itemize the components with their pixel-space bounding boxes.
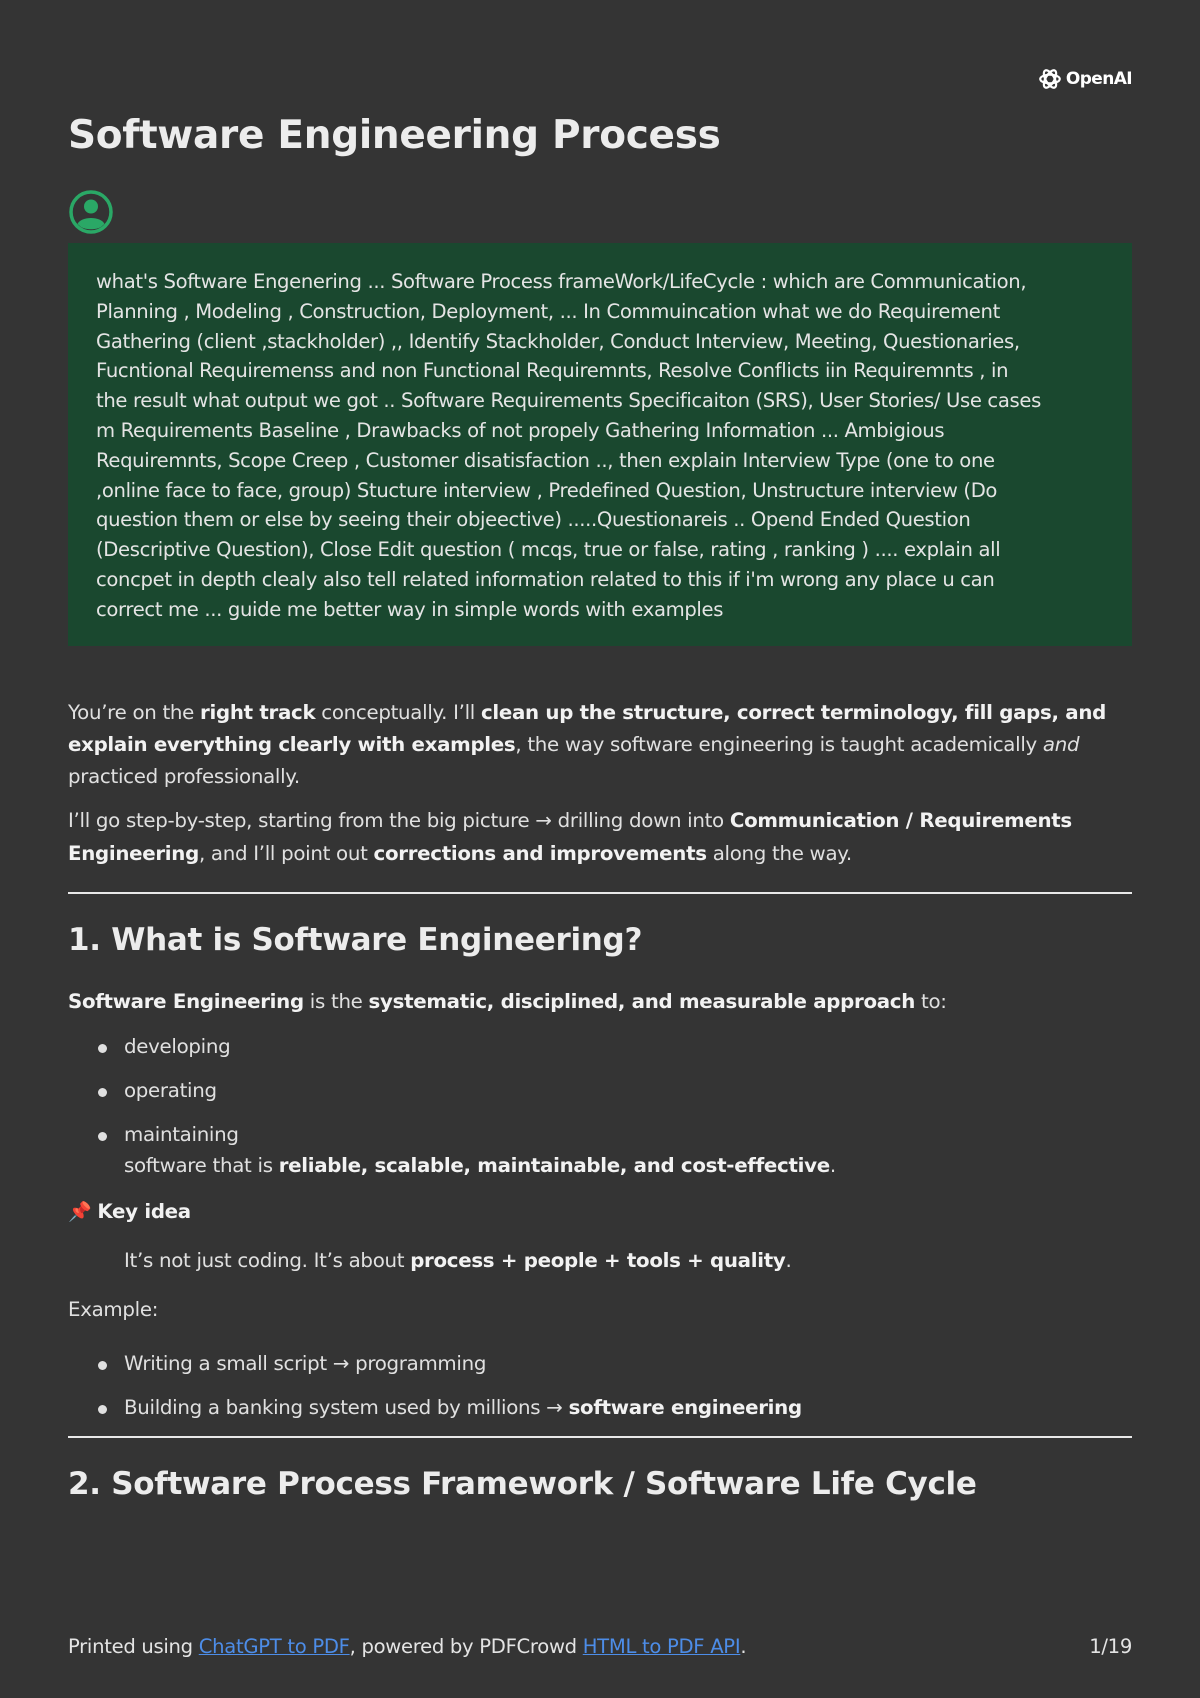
brand-name: OpenAI	[1065, 69, 1132, 89]
text-run: I’ll go step-by-step, starting from the big picture → drilling down into	[68, 809, 730, 832]
text-run: is the	[303, 990, 369, 1013]
pushpin-icon: 📌	[68, 1201, 92, 1223]
bullet-list	[68, 1031, 1132, 1181]
bold-text: Software Engineering	[68, 990, 304, 1013]
italic-text: and	[1042, 733, 1080, 756]
section-heading: 1. What is Software Engineering?	[68, 922, 643, 958]
bold-text: Key idea	[97, 1200, 191, 1223]
list-item	[68, 1119, 1132, 1181]
intro-paragraph	[68, 697, 1132, 793]
prompt-line: m Requirements Baseline , Drawbacks of not propely Gathering Information ... Ambigious	[96, 418, 945, 442]
text-run: You’re on the	[68, 701, 201, 724]
prompt-line: what's Software Engenering ... Software Process frameWork/LifeCycle : which are Communication,	[96, 270, 1027, 293]
key-idea-quote	[68, 1249, 1132, 1272]
key-idea-label	[68, 1200, 1132, 1223]
text-run: software that is	[124, 1154, 279, 1177]
bold-text: software engineering	[568, 1396, 802, 1419]
page	[68, 0, 1132, 1698]
text-run: Building a banking system used by millions →	[124, 1396, 569, 1419]
bold-text: Communication / Requirements Engineering	[68, 809, 1072, 865]
divider	[68, 1436, 1132, 1438]
text-run: along the way.	[706, 842, 852, 865]
chatgpt-to-pdf-link[interactable]: ChatGPT to PDF	[198, 1635, 350, 1658]
text-run: conceptually. I’ll	[315, 701, 481, 724]
page-title: Software Engineering Process	[68, 113, 721, 158]
text-run: .	[785, 1249, 792, 1272]
html-to-pdf-api-link[interactable]: HTML to PDF API	[582, 1635, 741, 1658]
prompt-line: (Descriptive Question), Close Edit question ( mcqs, true or false, rating , ranking ) .... explain all	[96, 538, 1001, 562]
list-item-text: operating	[124, 1079, 217, 1102]
text-run: .	[829, 1154, 836, 1177]
list-item	[68, 1075, 1132, 1106]
list-item	[68, 1031, 1132, 1062]
example-list	[68, 1348, 1132, 1423]
prompt-line: correct me ... guide me better way in simple words with examples	[96, 597, 724, 621]
text-run: Writing a small script → programming	[124, 1352, 487, 1375]
openai-knot-icon	[1037, 66, 1063, 92]
prompt-line: question them or else by seeing their objeective) .....Questionareis .. Opend Ended Question	[96, 508, 971, 532]
text-run: , the way software engineering is taught academically	[515, 733, 1043, 756]
list-item-text: developing	[124, 1035, 231, 1058]
example-label: Example:	[68, 1298, 159, 1321]
text-run: to:	[915, 990, 947, 1013]
page-footer	[68, 1635, 1132, 1658]
text-run: It’s not just coding. It’s about	[124, 1249, 411, 1272]
divider	[68, 892, 1132, 894]
bold-text: corrections and improvements	[373, 842, 707, 865]
page-number: 1/19	[1089, 1635, 1132, 1658]
text-run: , and I’ll point out	[198, 842, 374, 865]
list-item-text: maintaining	[124, 1123, 239, 1146]
assistant-response	[68, 697, 1132, 1502]
intro-paragraph-2	[68, 804, 1132, 870]
footer-text: .	[740, 1635, 747, 1658]
text-run: practiced professionally.	[68, 765, 300, 788]
prompt-line: ,online face to face, group) Stucture interview , Predefined Question, Unstructure interview (Do	[96, 478, 998, 502]
section-heading: 2. Software Process Framework / Software Life Cycle	[68, 1466, 977, 1502]
user-prompt	[68, 243, 1132, 646]
list-item	[68, 1392, 1132, 1423]
bold-text: systematic, disciplined, and measurable approach	[368, 990, 916, 1013]
definition-paragraph	[68, 990, 1132, 1013]
prompt-line: Gathering (client ,stackholder) ,, Identify Stackholder, Conduct Interview, Meeting, Questionaries,	[96, 329, 1020, 353]
user-avatar-icon	[68, 189, 114, 235]
prompt-line: the result what output we got .. Software Requirements Specificaiton (SRS), User Stories/ Use cases	[96, 389, 1041, 413]
list-item	[68, 1348, 1132, 1379]
prompt-line: concpet in depth clealy also tell related information related to this if i'm wrong any place u can	[96, 567, 995, 591]
footer-text: , powered by PDFCrowd	[349, 1635, 583, 1658]
bold-text: right track	[200, 701, 316, 724]
bold-text: process + people + tools + quality	[410, 1249, 786, 1272]
prompt-line: Fucntional Requiremenss and non Functional Requiremnts, Resolve Conflicts iin Requiremnts , in	[96, 359, 1009, 383]
bold-text: clean up the structure, correct terminology, fill gaps, and explain everything clearly with examples	[68, 701, 1106, 756]
prompt-line: Requiremnts, Scope Creep , Customer disatisfaction .., then explain Interview Type (one to one	[96, 448, 995, 472]
bold-text: reliable, scalable, maintainable, and cost-effective	[278, 1154, 830, 1177]
openai-logo	[1037, 66, 1132, 92]
footer-text: Printed using	[68, 1635, 199, 1658]
prompt-line: Planning , Modeling , Construction, Deployment, ... In Commuincation what we do Requirement	[96, 299, 1000, 323]
